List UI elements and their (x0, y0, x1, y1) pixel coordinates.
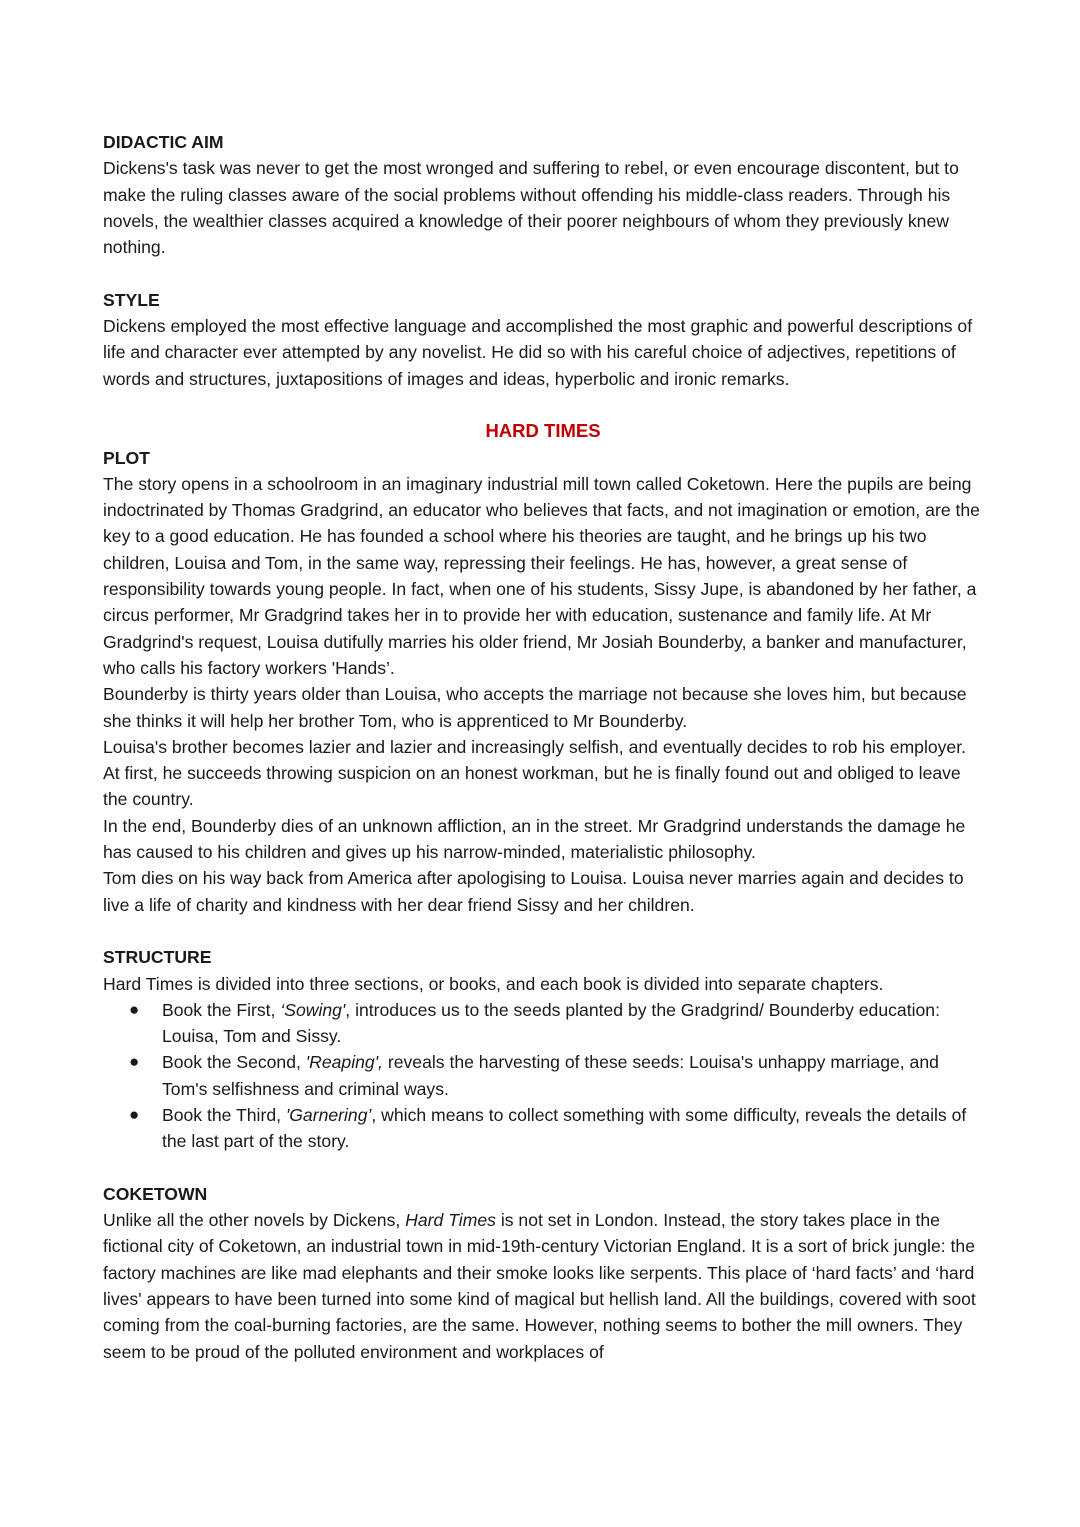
didactic-aim-heading: DIDACTIC AIM (103, 132, 224, 152)
bullet-text-before: Book the Second, (162, 1052, 306, 1073)
coketown-text (103, 1207, 983, 1365)
structure-heading: STRUCTURE (103, 947, 212, 968)
plot-paragraph: In the end, Bounderby dies of an unknown affliction, an in the street. Mr Gradgrind understands the damage he has caused to his children and gives up his narrow-minded, materialistic philosophy. (103, 815, 966, 863)
bullet-book-title: ‘Sowing' (280, 999, 346, 1020)
coketown-heading: COKETOWN (103, 1183, 208, 1204)
structure-intro: Hard Times is divided into three sections, or books, and each book is divided into separate chapters. (103, 973, 884, 994)
bullet-icon: ● (129, 1052, 140, 1072)
hard-times-title: HARD TIMES (485, 420, 601, 442)
bullet-text-after: , which means to collect something with some difficulty, reveals the details of the last part of the story. (162, 1104, 967, 1152)
spacer (103, 392, 983, 418)
spacer (103, 260, 983, 286)
style-heading: STYLE (103, 289, 160, 310)
plot-paragraph: Louisa's brother becomes lazier and lazier and increasingly selfish, and eventually decides to rob his employer. At first, he succeeds throwing suspicion on an honest workman, but he is finally found out and obliged to leave the country. (103, 736, 966, 810)
bullet-item (103, 1049, 983, 1102)
bullet-book-title: 'Reaping', (305, 1052, 383, 1073)
didactic-aim-text: Dickens's task was never to get the most wronged and suffering to rebel, or even encourage discontent, but to make the ruling classes aware of the social problems without offending his middle-class readers. Through his novels, the wealthier classes acquired a knowledge of their poorer neighbours of whom they previously knew nothing. (103, 158, 959, 258)
bullet-book-title: 'Garnering’ (285, 1104, 372, 1125)
bullet-text-after: , introduces us to the seeds planted by the Gradgrind/ Bounderby education: Louisa, Tom and Sissy. (162, 999, 940, 1047)
novel-title: Hard Times (405, 1210, 496, 1231)
bullet-text-after: reveals the harvesting of these seeds: Louisa's unhappy marriage, and Tom's selfishness and criminal ways. (162, 1052, 939, 1099)
plot-paragraph: Bounderby is thirty years older than Louisa, who accepts the marriage not because she loves him, but because she thinks it will help her brother Tom, who is apprenticed to Mr Bounderby. (103, 684, 967, 731)
structure-bullet-list (103, 997, 983, 1155)
bullet-icon: ● (129, 999, 140, 1019)
bullet-item (103, 1102, 983, 1155)
plot-paragraph: The story opens in a schoolroom in an imaginary industrial mill town called Coketown. Here the pupils are being indoctrinated by Thomas Gradgrind, an educator who believes that facts, and not imagination or emotion, are the key to a good education. He has founded a school where his theories are taught, and he brings up his two children, Louisa and Tom, in the same way, repressing their feelings. He has, however, a great sense of responsibility towards young people. In fact, when one of his students, Sissy Jupe, is abandoned by her father, a circus performer, Mr Gradgrind takes her in to provide her with education, sustenance and family life. At Mr Gradgrind's request, Louisa dutifully marries his older friend, Mr Josiah Bounderby, a banker and manufacturer, who calls his factory workers 'Hands’. (103, 473, 980, 678)
bullet-item (103, 997, 983, 1050)
coketown-text-after: is not set in London. Instead, the story takes place in the fictional city of Coketown, an industrial town in mid-19th-century Victorian England. It is a sort of brick jungle: the factory machines are like mad elephants and their smoke looks like serpents. This place of ‘hard facts’ and ‘hard lives' appears to have been turned into some kind of magical but hellish land. All the buildings, covered with soot coming from the coal-burning factories, are the same. However, nothing seems to bother the mill owners. They seem to be proud of the polluted environment and workplaces of (103, 1210, 976, 1362)
spacer (103, 1155, 983, 1181)
bullet-text-before: Book the Third, (162, 1104, 286, 1125)
plot-heading: PLOT (103, 447, 150, 468)
style-text: Dickens employed the most effective language and accomplished the most graphic and powerful descriptions of life and character ever attempted by any novelist. He did so with his careful choice of adjectives, repetitions of words and structures, juxtapositions of images and ideas, hyperbolic and ironic remarks. (103, 316, 973, 389)
plot-paragraph: Tom dies on his way back from America after apologising to Louisa. Louisa never marries again and decides to live a life of charity and kindness with her dear friend Sissy and her children. (103, 868, 964, 915)
coketown-text-before: Unlike all the other novels by Dickens, (103, 1210, 406, 1231)
document-page (103, 129, 983, 1365)
bullet-icon: ● (129, 1104, 140, 1124)
bullet-text-before: Book the First, (162, 999, 281, 1020)
spacer (103, 918, 983, 944)
